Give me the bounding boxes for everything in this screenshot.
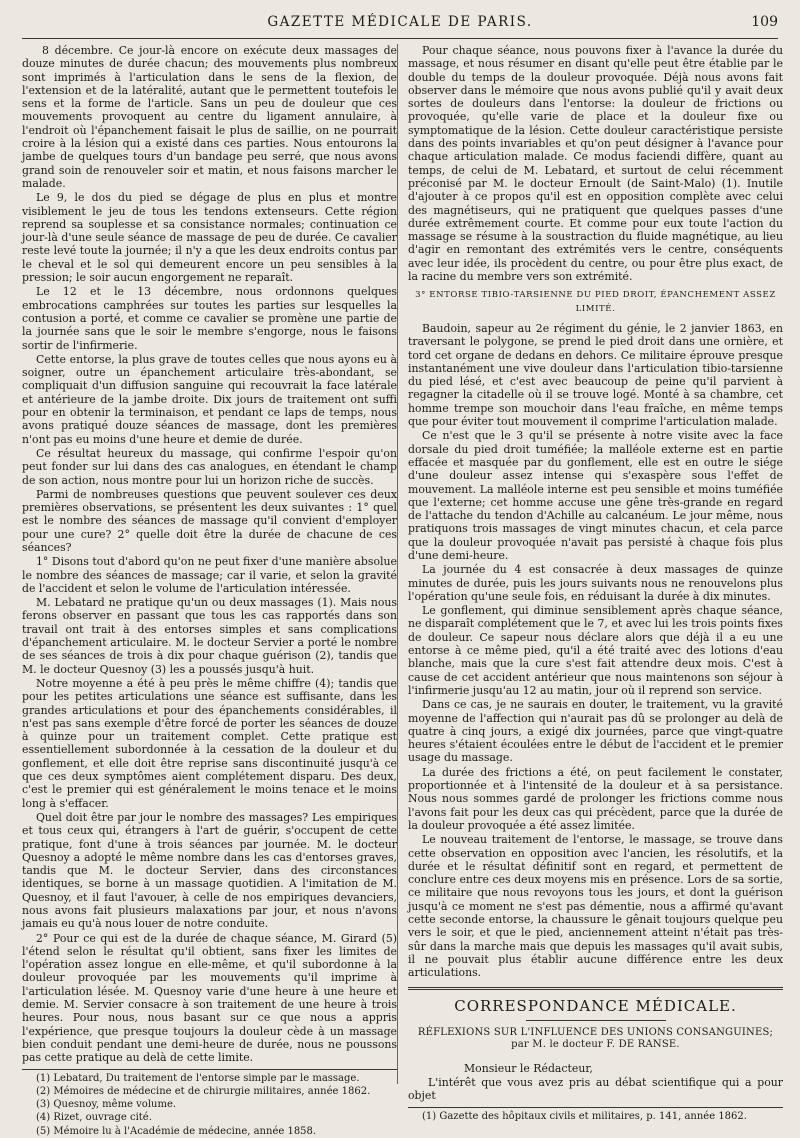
paragraph: Le nouveau traitement de l'entorse, le massage, se trouve dans cette observation en opposition avec l'ancien, les résolutifs, et la durée et le résultat définitif sont en regard, et permettent de conclure entre ces deux moyens mis en présence. Lors de sa sortie, ce militaire que nous revoyons tous les jours, et dont la guérison jusqu'à ce moment ne s'est pas démentie, nous a affirmé qu'avant cette seconde entorse, la chaussure le gênait toujours quelque peu vers le soir, et que le pied, anciennement atteint n'était pas très-sûr dans la marche mais que depuis les massages qu'il avait subis, il ne pouvait plus établir aucune différence entre les deux articulations. — [408, 833, 783, 980]
footnote: (2) Mémoires de médecine et de chirurgie militaires, année 1862. — [36, 1085, 371, 1097]
footnote-rule — [22, 1069, 397, 1070]
paragraph: 8 décembre. Ce jour-là encore on exécute deux massages de douze minutes de durée chacun; des mouvements plus nombreux sont imprimés à l'articulation dans le sens de la flexion, de l'extension et de la latéralité, autant que le permettent toutefois le sens et la forme de l'article. Sans un peu de douleur que ces mouvements provoquent au centre du ligament annulaire, à l'endroit où l'épanchement faisait le plus de saillie, on ne pourrait croire à la lésion qui a existé dans ces parties. Nous entourons la jambe de quelques tours d'un bandage peu serré, que nous avons grand soin de renouveler soir et matin, et nous faisons marcher le malade. — [22, 44, 397, 190]
paragraph: La durée des frictions a été, on peut facilement le constater, proportionnée et à l'intensité de la douleur et à sa persistance. Nous nous sommes gardé de prolonger les frictions comme nous l'avons fait pour les deux cas qui précèdent, parce que la durée de la douleur provoquée a été assez limitée. — [408, 765, 783, 832]
journal-title: GAZETTE MÉDICALE DE PARIS. — [267, 14, 533, 30]
title-underline — [526, 1020, 666, 1021]
footnote-rule — [408, 1107, 783, 1108]
paragraph: Le gonflement, qui diminue sensiblement après chaque séance, ne disparaît complétement que le 7, et avec lui les trois points fixes de douleur. Ce sapeur nous déclare alors que déjà il a eu une entorse à ce même pied, qu'il a été traité avec des lotions d'eau blanche, mais que la cure s'est fait attendre deux mois. C'est à cause de cet accident antérieur que nous maintenons son séjour à l'infirmerie jusqu'au 12 au matin, jour où il reprend son service. — [408, 604, 783, 697]
paragraph: Pour chaque séance, nous pouvons fixer à l'avance la durée du massage, et nous résumer en disant qu'elle peut être établie par le double du temps de la douleur provoquée. Déjà nous avons fait observer dans le mémoire que nous avons publié qu'il y avait deux sortes de douleurs dans l'entorse: la douleur de frictions ou provoquée, qu'elle varie de place et la douleur fixe ou symptomatique de la lésion. Cette douleur caractéristique persiste dans des points invariables et qu'on peut désigner à l'avance pour chaque articulation malade. Ce modus faciendi diffère, quant au temps, de celui de M. Lebatard, et surtout de celui récemment préconisé par M. le docteur Ernoult (de Saint-Malo) (1). Inutile d'ajouter à ce propos qu'il est en opposition complète avec celui des magnétiseurs, qui ne pratiquent que quelques passes d'une durée extrêmement courte. Et comme pour eux toute l'action du massage se résume à la soustraction du fluide magnétique, au lieu d'agir en remontant des extrémités vers le centre, conséquents avec leur idée, ils procèdent du centre, ou pour être plus exact, de la racine du membre vers son extrémité. — [408, 44, 783, 284]
paragraph: 2° Pour ce qui est de la durée de chaque séance, M. Girard (5) l'étend selon le résultat qu'il obtient, sans fixer les limites de l'opération assez longue en elle-même, et qu'il subordonne à la douleur provoquée par les mouvements qu'il imprime à l'articulation lésée. M. Quesnoy varie d'une heure à une heure et demie. M. Servier consacre à son traitement de une heure à trois heures. Pour nous, nous basant sur ce que nous a appris l'expérience, que presque toujours la douleur cède à un massage bien conduit pendant une demi-heure de durée, nous ne poussons pas cette pratique au delà de cette limite. — [22, 931, 397, 1065]
paragraph: Ce n'est que le 3 qu'il se présente à notre visite avec la face dorsale du pied droit tuméfiée; la malléole externe est en partie effacée et masquée par du gonflement, elle est en outre le siége d'une douleur assez intense qui s'exaspère sous l'effet de mouvement. La malléole interne est peu sensible et moins tuméfiée que l'externe; cet homme accuse une gêne très-grande en regard de l'attache du tendon d'Achille au calcanéum. Le jour même, nous pratiquons trois massages de vingt minutes chacun, et cela parce que la douleur provoquée n'avait pas persisté à chaque fois plus d'une demi-heure. — [408, 429, 783, 562]
header-rule — [22, 38, 778, 39]
page-header — [0, 14, 800, 36]
footnote: (4) Rizet, ouvrage cité. — [36, 1112, 152, 1124]
letter-opening: L'intérêt que vous avez pris au débat scientifique qui a pour objet — [408, 1076, 783, 1103]
paragraph: Notre moyenne a été à peu près le même chiffre (4); tandis que pour les petites articulations une séance est suffisante, dans les grandes articulations et pour des épanchements considérables, il n'est pas sans exemple d'être forcé de porter les séances de douze à quinze pour un traitement complet. Cette pratique est essentiellement subordonnée à la cessation de la douleur et du gonflement, et elle doit être reprise sans discontinuité jusqu'à ce que ces deux symptômes aient complétement disparu. Des deux, c'est le premier qui est généralement le moins tenace et le moins long à s'effacer. — [22, 676, 397, 810]
paragraph: Le 12 et le 13 décembre, nous ordonnons quelques embrocations camphrées sur toutes les parties sur lesquelles la contusion a porté, et comme ce cavalier se promène une partie de la journée sans que le soir le membre s'engorge, nous le faisons sortir de l'infirmerie. — [22, 285, 397, 352]
paragraph: M. Lebatard ne pratique qu'un ou deux massages (1). Mais nous ferons observer en passant que tous les cas rapportés dans son travail ont trait à des entorses simples et sans complications d'épanchement articulaire. M. le docteur Servier a porté le nombre de ses séances de trois à dix pour chaque guérison (2), tandis que M. le docteur Quesnoy (3) les a poussés jusqu'à huit. — [22, 596, 397, 676]
footnote: (3) Quesnoy, même volume. — [36, 1099, 177, 1111]
paragraph: Cette entorse, la plus grave de toutes celles que nous ayons eu à soigner, outre un épanchement articulaire très-abondant, se compliquait d'un diffusion sanguine qui recouvrait la face latérale et antérieure de la jambe droite. Dix jours de traitement ont suffi pour en obtenir la terminaison, et pendant ce laps de temps, nous avons pratiqué douze séances de massage, dont les premières n'ont pas eu moins d'une heure et demie de durée. — [22, 352, 397, 446]
footnote: (1) Gazette des hôpitaux civils et militaires, p. 141, année 1862. — [422, 1110, 747, 1122]
paragraph: Quel doit être par jour le nombre des massages? Les empiriques et tous ceux qui, étrangers à l'art de guérir, s'occupent de cette pratique, font d'une à trois séances par journée. M. le docteur Quesnoy a adopté le même nombre dans les cas d'entorses graves, tandis que M. le docteur Servier, dans des circonstances identiques, se borne à un massage quotidien. A l'imitation de M. Quesnoy, et il faut l'avouer, à celle de nos empiriques devanciers, nous avons fait plusieurs malaxations par jour, et nous n'avons jamais eu qu'à nous louer de notre conduite. — [22, 810, 397, 931]
section-separator — [408, 987, 783, 990]
correspondance-subtitle: RÉFLEXIONS SUR L'INFLUENCE DES UNIONS CONSANGUINES; par M. le docteur F. DE RANSE. — [417, 1026, 774, 1051]
paragraph: Ce résultat heureux du massage, qui confirme l'espoir qu'on peut fonder sur lui dans des cas analogues, en étendant le champ de son action, nous montre pour lui un horizon riche de succès. — [22, 446, 397, 487]
paragraph: La journée du 4 est consacrée à deux massages de quinze minutes de durée, puis les jours suivants nous ne renouvelons plus l'opération qu'une seule fois, en réduisant la durée à dix minutes. — [408, 563, 783, 603]
footnote: (1) Lebatard, Du traitement de l'entorse simple par le massage. — [36, 1072, 360, 1084]
paragraph: 1° Disons tout d'abord qu'on ne peut fixer d'une manière absolue le nombre des séances de massage; car il varie, et selon la gravité de l'accident et selon le volume de l'articulation intéressée. — [22, 555, 397, 595]
footnote: (5) Mémoire lu à l'Académie de médecine, année 1858. — [36, 1125, 317, 1137]
left-column — [22, 44, 397, 1137]
page-number: 109 — [751, 14, 778, 30]
paragraph: Parmi de nombreuses questions que peuvent soulever ces deux premières observations, se présentent les deux suivantes : 1° quel est le nombre des séances de massage qu'il convient d'employer pour une cure? 2° quelle doit être la durée de chacune de ces séances? — [22, 487, 397, 554]
right-column — [408, 44, 783, 1122]
paragraph: Dans ce cas, je ne saurais en douter, le traitement, vu la gravité moyenne de l'affection qui n'aurait pas dû se prolonger au delà de quatre à cinq jours, a exigé dix journées, parce que vingt-quatre heures s'étaient écoulées entre le début de l'accident et le premier usage du massage. — [408, 698, 783, 765]
section-heading: 3° ENTORSE TIBIO-TARSIENNE DU PIED DROIT, ÉPANCHEMENT ASSEZ LIMITÉ. — [415, 290, 776, 314]
correspondance-title: CORRESPONDANCE MÉDICALE. — [454, 997, 737, 1016]
paragraph: Le 9, le dos du pied se dégage de plus en plus et montre visiblement le jeu de tous les tendons extenseurs. Cette région reprend sa souplesse et sa consistance normales; continuation ce jour-là d'une seule séance de massage de peu de durée. Ce cavalier reste levé toute la journée; il n'y a que les deux endroits contus par le cheval et le sol qui demeurent encore un peu sensibles à la pression; le soir aucun engorgement ne reparaît. — [22, 191, 397, 285]
paragraph: Baudoin, sapeur au 2e régiment du génie, le 2 janvier 1863, en traversant le polygone, se prend le pied droit dans une ornière, et tord cet organe de dedans en dehors. Ce militaire éprouve presque instantanément une vive douleur dans l'articulation tibio-tarsienne du pied lésé, et c'est avec beaucoup de peine qu'il parvient à regagner la citadelle où il se trouve logé. Monté à sa chambre, cet homme trempe son mouchoir dans l'eau fraîche, en même temps que pour éviter tout mouvement il comprime l'articulation malade. — [408, 321, 783, 429]
column-divider — [397, 44, 398, 1084]
salutation: Monsieur le Rédacteur, — [464, 1061, 593, 1075]
